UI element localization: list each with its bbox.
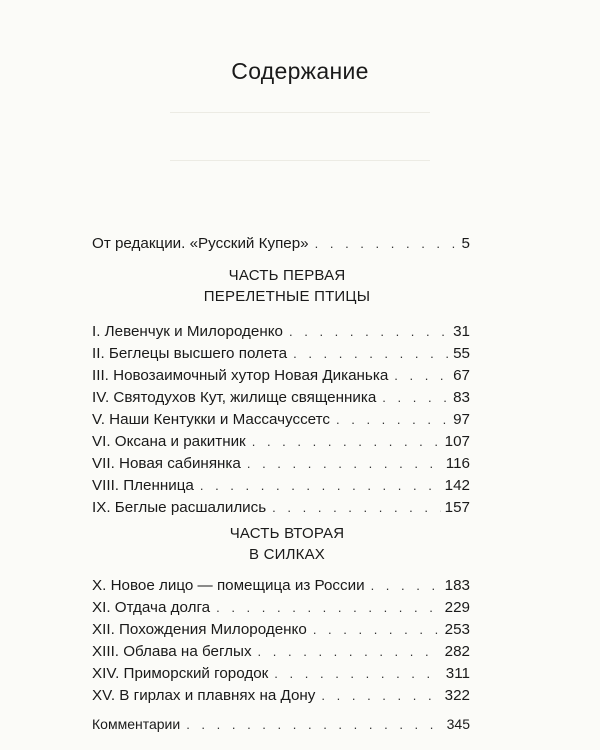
entry-page: 229 (444, 599, 470, 616)
entry-page: 116 (445, 455, 470, 472)
entry-page: 142 (444, 477, 470, 494)
dot-leader (200, 476, 441, 496)
part2-subheading: В СИЛКАХ (249, 546, 325, 563)
dot-leader (274, 664, 441, 684)
toc-entry[interactable] (92, 410, 470, 430)
dot-leader (252, 432, 441, 452)
entry-label: III. Новозаимочный хутор Новая Диканька (92, 367, 389, 384)
toc-entry[interactable] (92, 432, 470, 452)
dot-leader (382, 388, 449, 408)
dot-leader (293, 344, 449, 364)
dot-leader (247, 454, 442, 474)
toc-entry[interactable] (92, 620, 470, 640)
entry-label: I. Левенчук и Милороденко (92, 323, 284, 340)
bleed-through-line (170, 160, 430, 161)
dot-leader (272, 498, 440, 518)
entry-label: VIII. Пленница (92, 477, 194, 494)
toc-entry[interactable] (92, 366, 470, 386)
entry-page: 83 (453, 389, 470, 406)
entry-page: 183 (444, 577, 470, 594)
entry-page: 253 (444, 621, 470, 638)
entry-page: 282 (444, 643, 470, 660)
dot-leader (371, 576, 441, 596)
entry-page: 55 (453, 345, 470, 362)
dot-leader (336, 410, 449, 430)
entry-page: 345 (446, 716, 470, 732)
toc-entry[interactable] (92, 642, 470, 662)
dot-leader (313, 620, 441, 640)
entry-page: 107 (444, 433, 470, 450)
toc-entry[interactable] (92, 598, 470, 618)
entry-label: XIV. Приморский городок (92, 665, 269, 682)
entry-label: XIII. Облава на беглых (92, 643, 252, 660)
toc-entry[interactable] (92, 686, 470, 706)
page-title: Содержание (231, 58, 369, 84)
dot-leader (186, 715, 442, 735)
entry-label: XV. В гирлах и плавнях на Дону (92, 687, 316, 704)
entry-page: 322 (444, 687, 470, 704)
entry-page: 31 (453, 323, 470, 340)
entry-page: 157 (444, 499, 470, 516)
entry-label: V. Наши Кентукки и Массачуссетс (92, 411, 330, 428)
dot-leader (289, 322, 449, 342)
part1-heading: ЧАСТЬ ПЕРВАЯ (228, 267, 346, 284)
dot-leader (216, 598, 441, 618)
entry-page: 311 (445, 665, 470, 682)
toc-entry-intro[interactable] (92, 234, 470, 254)
dot-leader (315, 234, 458, 254)
entry-page: 97 (453, 411, 470, 428)
entry-label: IV. Святодухов Кут, жилище священника (92, 389, 377, 406)
dot-leader (258, 642, 441, 662)
entry-label: XI. Отдача долга (92, 599, 211, 616)
entry-label: VII. Новая сабинянка (92, 455, 241, 472)
toc-entry-comments[interactable] (92, 714, 470, 734)
dot-leader (394, 366, 449, 386)
entry-label: XII. Похождения Милороденко (92, 621, 307, 638)
entry-label: II. Беглецы высшего полета (92, 345, 288, 362)
entry-page: 5 (461, 235, 470, 252)
entry-page: 67 (453, 367, 470, 384)
entry-label: VI. Оксана и ракитник (92, 433, 246, 450)
toc-entry[interactable] (92, 388, 470, 408)
part1-subheading: ПЕРЕЛЕТНЫЕ ПТИЦЫ (203, 288, 371, 305)
part2-heading: ЧАСТЬ ВТОРАЯ (229, 525, 345, 542)
toc-entry[interactable] (92, 476, 470, 496)
toc-entry[interactable] (92, 576, 470, 596)
entry-label: От редакции. «Русский Купер» (92, 235, 309, 252)
bleed-through-line (170, 112, 430, 113)
entry-label: Комментарии (92, 716, 181, 732)
dot-leader (321, 686, 440, 706)
toc-entry[interactable] (92, 322, 470, 342)
toc-entry[interactable] (92, 498, 470, 518)
toc-entry[interactable] (92, 664, 470, 684)
entry-label: IX. Беглые расшалились (92, 499, 267, 516)
toc-entry[interactable] (92, 344, 470, 364)
toc-entry[interactable] (92, 454, 470, 474)
entry-label: X. Новое лицо — помещица из России (92, 577, 365, 594)
